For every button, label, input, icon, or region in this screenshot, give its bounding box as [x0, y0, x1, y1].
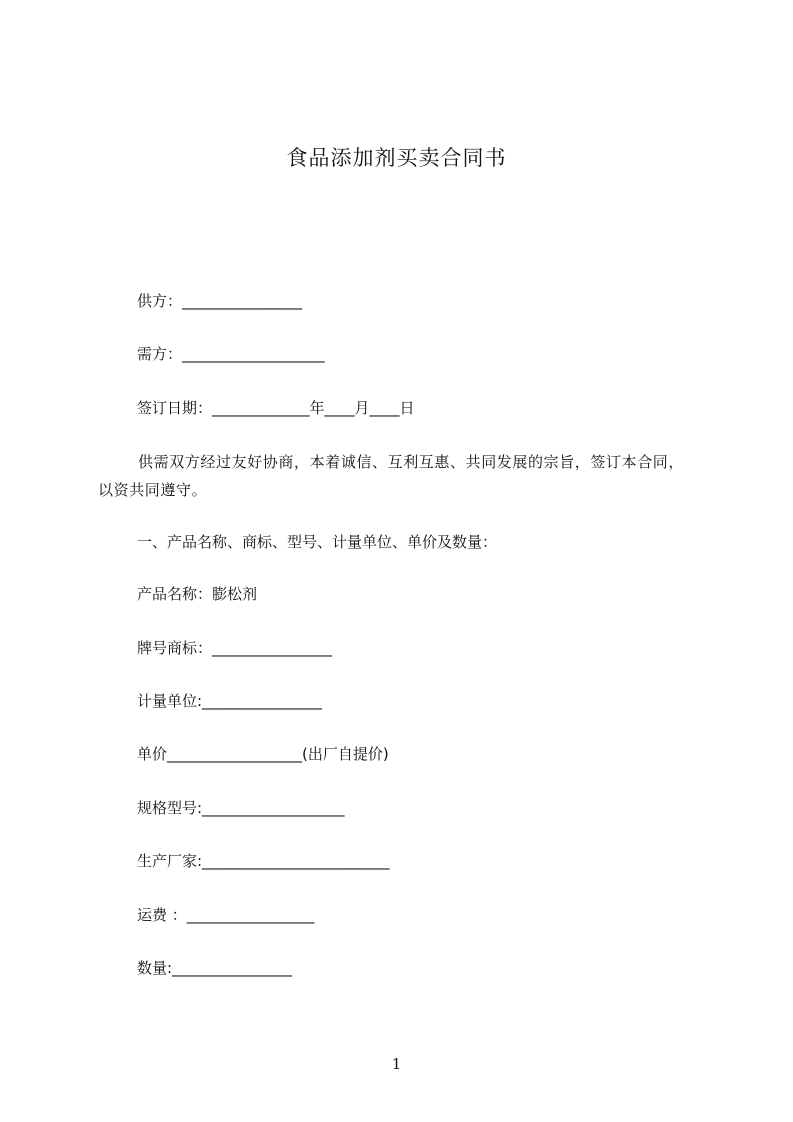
model-line: 规格型号:___________________: [137, 799, 345, 817]
intro-paragraph: 供需双方经过友好协商，本着诚信、互利互惠、共同发展的宗旨，签订本合同，以资共同遵守。: [98, 453, 685, 499]
document-title: 食品添加剂买卖合同书: [286, 146, 507, 170]
brand-line: 牌号商标：________________: [137, 639, 333, 657]
buyer-line: 需方：___________________: [137, 345, 325, 363]
supplier-line: 供方：________________: [137, 292, 303, 310]
manufacturer-line: 生产厂家:_________________________: [137, 852, 390, 870]
sign-date-line: 签订日期：_____________年____月____日: [137, 399, 415, 417]
section-1-heading: 一、产品名称、商标、型号、计量单位、单价及数量：: [137, 533, 498, 551]
quantity-line: 数量:________________: [137, 959, 293, 977]
page-number: 1: [391, 1055, 402, 1073]
unit-line: 计量单位:________________: [137, 692, 323, 710]
price-line: 单价__________________(出厂自提价): [137, 745, 389, 763]
product-name-line: 产品名称：膨松剂: [137, 585, 258, 603]
freight-line: 运费 ：_________________: [137, 906, 315, 924]
